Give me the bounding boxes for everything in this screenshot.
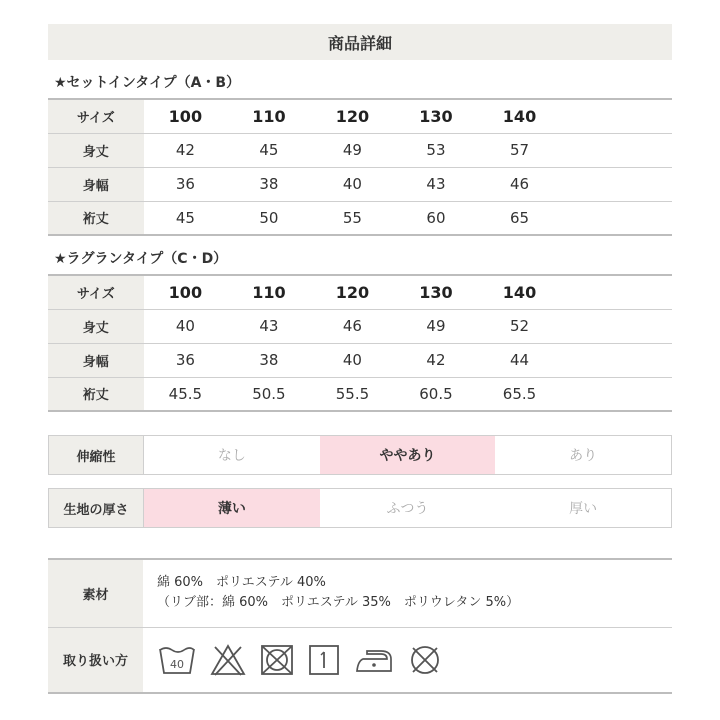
cell: 52 <box>478 309 562 343</box>
cell: 140 <box>478 275 562 309</box>
cell: 46 <box>478 167 562 201</box>
cell: 65.5 <box>478 377 562 411</box>
cell: 42 <box>394 343 478 377</box>
cell: 36 <box>144 343 228 377</box>
cell: 38 <box>227 343 311 377</box>
cell: 130 <box>394 275 478 309</box>
no-tumble-dry-icon <box>259 643 295 677</box>
row-label: 身丈 <box>48 133 144 167</box>
cell: 110 <box>227 275 311 309</box>
table-row <box>48 167 672 201</box>
material-label: 素材 <box>48 559 143 627</box>
spacer <box>561 133 672 167</box>
wash-temp-label: 40 <box>170 657 184 671</box>
table-row <box>48 201 672 235</box>
care-row <box>48 627 672 693</box>
stretch-option: ややあり <box>320 436 496 474</box>
material-value <box>143 559 672 627</box>
spacer <box>561 309 672 343</box>
table-row <box>48 99 672 133</box>
material-row <box>48 559 672 627</box>
cell: 40 <box>311 167 395 201</box>
cell: 36 <box>144 167 228 201</box>
cell: 57 <box>478 133 562 167</box>
cell: 65 <box>478 201 562 235</box>
setin-section-title: ★セットインタイプ（A・B） <box>54 75 241 91</box>
cell: 44 <box>478 343 562 377</box>
stretch-rating <box>48 435 672 475</box>
cell: 45 <box>227 133 311 167</box>
line-dry-icon <box>307 643 341 677</box>
cell: 40 <box>311 343 395 377</box>
cell: 53 <box>394 133 478 167</box>
cell: 45.5 <box>144 377 228 411</box>
row-label: 裄丈 <box>48 377 144 411</box>
table-row <box>48 133 672 167</box>
product-info-table <box>48 558 672 694</box>
spacer <box>561 343 672 377</box>
cell: 140 <box>478 99 562 133</box>
row-label: 身丈 <box>48 309 144 343</box>
cell: 120 <box>311 275 395 309</box>
row-label: 身幅 <box>48 343 144 377</box>
iron-low-icon <box>353 643 395 677</box>
no-bleach-icon <box>209 643 247 677</box>
cell: 49 <box>394 309 478 343</box>
cell: 50.5 <box>227 377 311 411</box>
table-row <box>48 377 672 411</box>
no-dry-clean-icon <box>407 643 443 677</box>
cell: 46 <box>311 309 395 343</box>
spacer <box>561 377 672 411</box>
page-title: 商品詳細 <box>48 24 672 60</box>
row-label: サイズ <box>48 99 144 133</box>
wash-40-icon <box>157 643 197 677</box>
cell: 60.5 <box>394 377 478 411</box>
cell: 130 <box>394 99 478 133</box>
thickness-option: ふつう <box>386 501 429 517</box>
cell: 110 <box>227 99 311 133</box>
stretch-label: 伸縮性 <box>49 436 144 474</box>
row-label: 身幅 <box>48 167 144 201</box>
cell: 60 <box>394 201 478 235</box>
cell: 55.5 <box>311 377 395 411</box>
table-row <box>48 309 672 343</box>
cell: 43 <box>394 167 478 201</box>
cell: 100 <box>144 275 228 309</box>
spacer <box>561 167 672 201</box>
table-row <box>48 343 672 377</box>
material-line-2: （リブ部：綿 60% ポリエステル 35% ポリウレタン 5%） <box>157 595 520 611</box>
setin-size-table <box>48 98 672 236</box>
spacer <box>561 201 672 235</box>
stretch-option: なし <box>217 448 246 464</box>
raglan-size-table <box>48 274 672 412</box>
spacer <box>561 275 672 309</box>
cell: 100 <box>144 99 228 133</box>
thickness-label: 生地の厚さ <box>49 489 144 527</box>
cell: 49 <box>311 133 395 167</box>
material-line-1: 綿 60% ポリエステル 40% <box>157 575 326 591</box>
cell: 120 <box>311 99 395 133</box>
care-icons <box>143 627 672 693</box>
stretch-option: あり <box>569 448 598 464</box>
spacer <box>561 99 672 133</box>
cell: 38 <box>227 167 311 201</box>
raglan-section-title: ★ラグランタイプ（C・D） <box>54 251 228 267</box>
care-label: 取り扱い方 <box>48 627 143 693</box>
thickness-rating <box>48 488 672 528</box>
cell: 55 <box>311 201 395 235</box>
row-label: 裄丈 <box>48 201 144 235</box>
cell: 43 <box>227 309 311 343</box>
cell: 42 <box>144 133 228 167</box>
cell: 45 <box>144 201 228 235</box>
table-row <box>48 275 672 309</box>
thickness-option: 厚い <box>569 501 598 517</box>
cell: 40 <box>144 309 228 343</box>
row-label: サイズ <box>48 275 144 309</box>
cell: 50 <box>227 201 311 235</box>
thickness-option: 薄い <box>144 489 320 527</box>
